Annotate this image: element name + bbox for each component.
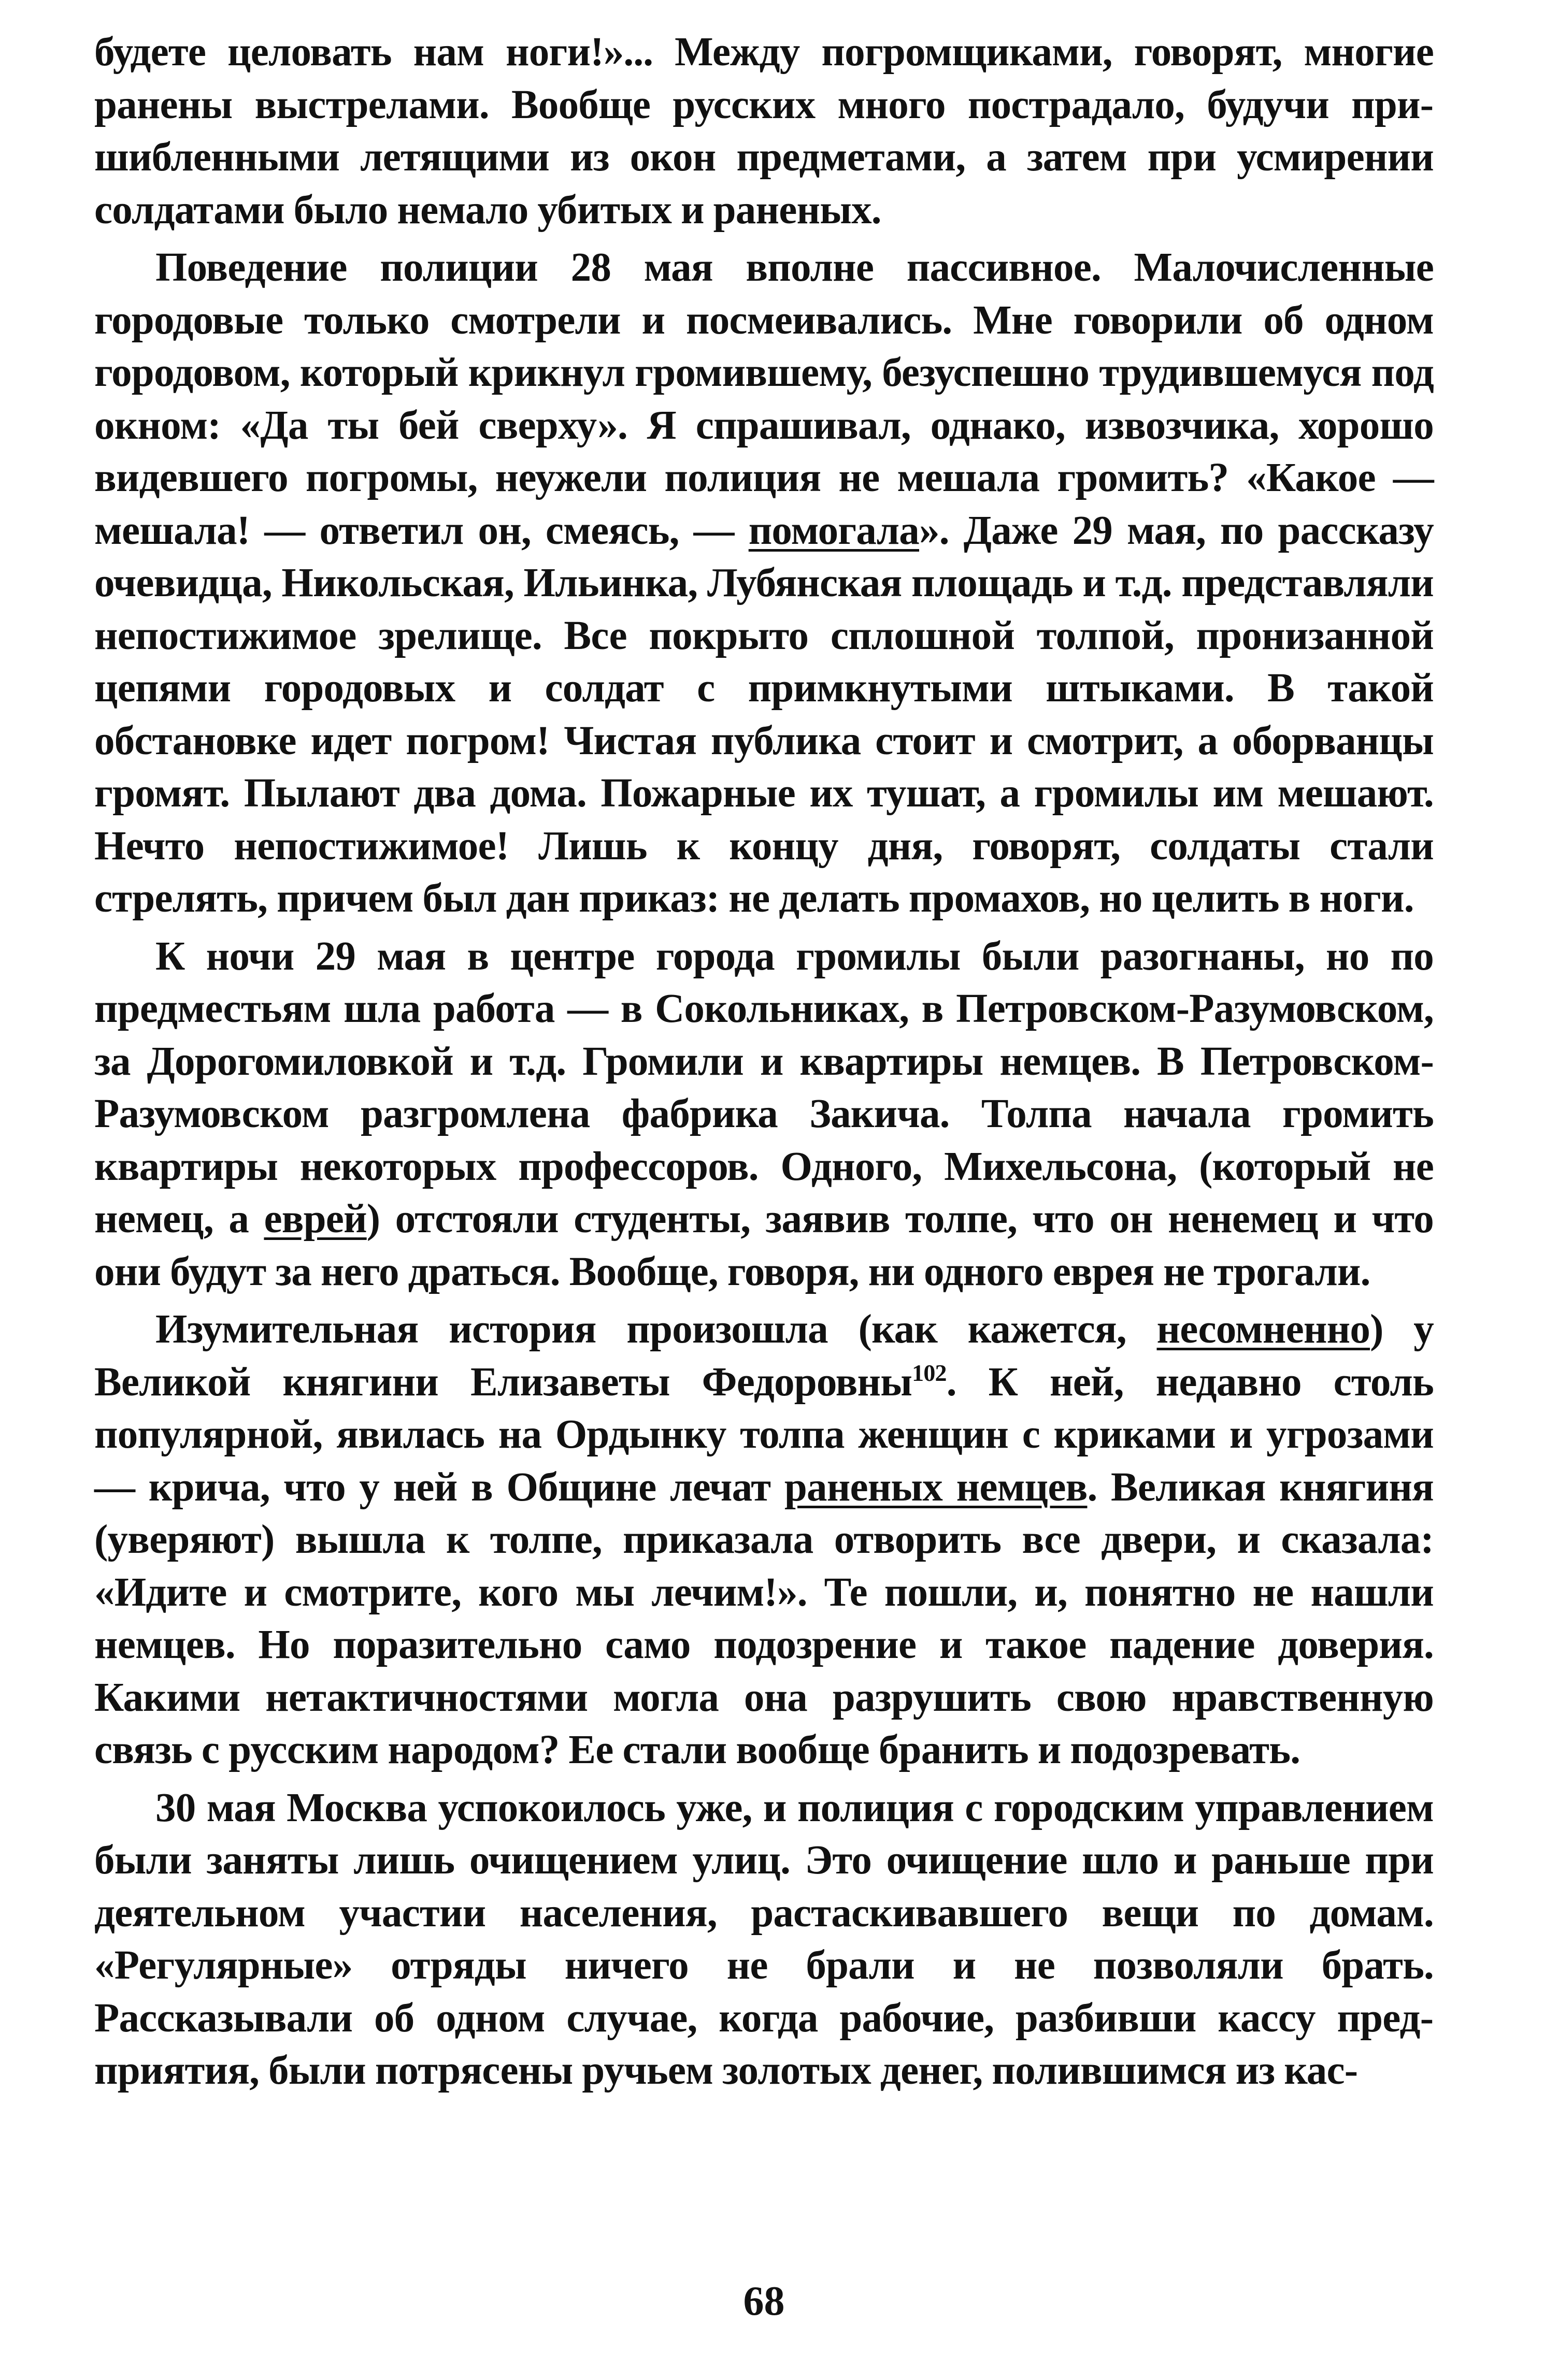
document-page — [94, 26, 1434, 2336]
underlined-word-evrey: еврей — [264, 1196, 367, 1242]
paragraph-4-text-c: . К ней, недавно столь популярной, явилась на Ордынку толпа женщин с криками и угрозами — крича, что у ней в Общине лечат — [94, 1359, 1434, 1510]
paragraph-2-text-a: Поведение полиции 28 мая вполне пассивное. Малочисленные городовые только смотрели и посмеивались. Мне говорили об одном городовом, который крикнул громившему, безуспешно трудившемуся под окном: «Да ты бей сверху». Я спрашивал, однако, извозчика, хорошо видевшего погромы, неужели полиция не мешала громить? «Какое — мешала! — ответил он, смеясь, — — [94, 245, 1434, 553]
paragraph-1-text: будете целовать нам ноги!»... Между погромщиками, говорят, многие ранены выстрелами. Вообще русских много пострадало, будучи пришибленными летящими из окон предметами, а затем при усмирении солдатами было немало убитых и раненых. — [94, 30, 1434, 233]
paragraph-4-text-b: ) у Великой княгини Елизаветы Федоровны — [94, 1307, 1434, 1405]
footnote-reference: 102 — [912, 1359, 947, 1386]
underlined-word-pomogala: помогала — [748, 508, 919, 553]
paragraph-4 — [94, 1303, 1434, 1777]
paragraph-5-text: 30 мая Москва успокоилось уже, и полиция с городским управлением были заняты лишь очищением улиц. Это очищение шло и раньше при деятельном участии населения, растаскивавшего вещи по домам. «Регулярные» отряды ничего не брали и не позволяли брать. Рассказывали об одном случае, когда рабочие, разбивши кассу предприятия, были потрясены ручьем золотых денег, полившимся из кас- — [94, 1785, 1434, 2093]
paragraph-4-text-d: . Великая княгиня (уверяют) вышла к толпе, приказала отворить все двери, и сказала: «Идите и смотрите, кого мы лечим!». Те пошли, и, понятно не нашли немцев. Но поразительно само подозрение и такое падение доверия. Какими нетактичностями могла она разрушить свою нравственную связь с русским народом? Ее стали вообще бранить и подозревать. — [94, 1464, 1434, 1772]
body-text — [94, 26, 1434, 2097]
paragraph-3-text-a: К ночи 29 мая в центре города громилы были разогнаны, но по предместьям шла работа — в Сокольниках, в Петровском-Разумовском, за Дорогомиловкой и т.д. Громили и квартиры немцев. В Петровском-Разумовском разгромлена фабрика Закича. Толпа начала громить квартиры некоторых профессоров. Одного, Михельсона, (который не немец, а — [94, 933, 1434, 1242]
paragraph-5 — [94, 1782, 1434, 2097]
page-number: 68 — [743, 2278, 785, 2324]
underlined-word-nesomnenno: несомненно — [1156, 1307, 1370, 1352]
paragraph-3-text-b: ) отстояли студенты, заявив толпе, что он ненемец и что они будут за него драться. Вообще, говоря, ни одного еврея не трогали. — [94, 1196, 1434, 1294]
paragraph-4-text-a: Изумительная история произошла (как кажется, — [155, 1307, 1157, 1352]
paragraph-2 — [94, 241, 1434, 925]
paragraph-2-text-b: ». Даже 29 мая, по рассказу очевидца, Никольская, Ильинка, Лубянская площадь и т.д. представляли непостижимое зрелище. Все покрыто сплошной толпой, пронизанной цепями городовых и солдат с примкнутыми штыками. В такой обстановке идет погром! Чистая публика стоит и смотрит, а оборванцы громят. Пылают два дома. Пожарные их тушат, а громилы им мешают. Нечто непостижимое! Лишь к концу дня, говорят, солдаты стали стрелять, причем был дан приказ: не делать промахов, но целить в ноги. — [94, 508, 1434, 921]
paragraph-3 — [94, 930, 1434, 1299]
paragraph-1 — [94, 26, 1434, 236]
underlined-phrase-ranenyh-nemcev: раненых немцев — [784, 1464, 1088, 1510]
